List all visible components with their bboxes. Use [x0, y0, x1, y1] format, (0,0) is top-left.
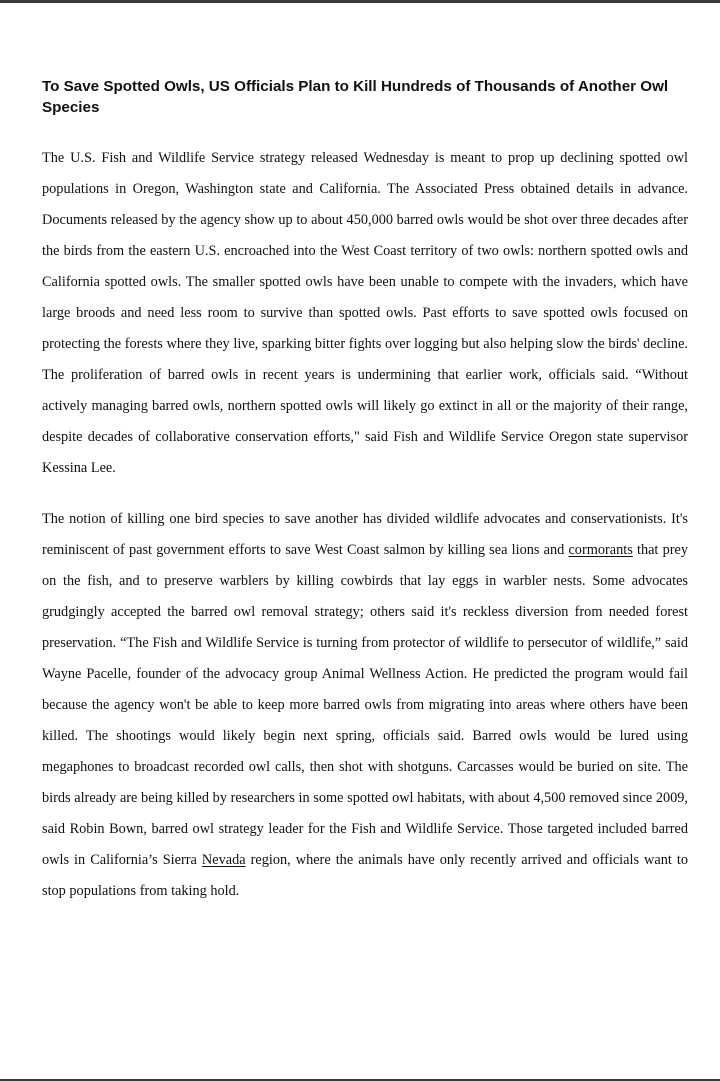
paragraph-2	[42, 504, 688, 907]
document-page	[42, 76, 688, 927]
paragraph-2-part-2: that prey on the fish, and to preserve warblers by killing cowbirds that lay eggs in warbler nests. Some advocates grudgingly accepted the barred owl removal strategy; others said it's reckless diversion from needed forest preservation. “The Fish and Wildlife Service is turning from protector of wildlife to persecutor of wildlife,” said Wayne Pacelle, founder of the advocacy group Animal Wellness Action. He predicted the program would fail because the agency won't be able to keep more barred owls from migrating into areas where others have been killed. The shootings would likely begin next spring, officials said. Barred owls would be lured using megaphones to broadcast recorded owl calls, then shot with shotguns. Carcasses would be buried on site. The birds already are being killed by researchers in some spotted owl habitats, with about 4,500 removed since 2009, said Robin Bown, barred owl strategy leader for the Fish and Wildlife Service. Those targeted included barred owls in California’s Sierra	[42, 542, 688, 868]
paragraph-1: The U.S. Fish and Wildlife Service strategy released Wednesday is meant to prop up declining spotted owl populations in Oregon, Washington state and California. The Associated Press obtained details in advance. Documents released by the agency show up to about 450,000 barred owls would be shot over three decades after the birds from the eastern U.S. encroached into the West Coast territory of two owls: northern spotted owls and California spotted owls. The smaller spotted owls have been unable to compete with the invaders, which have large broods and need less room to survive than spotted owls. Past efforts to save spotted owls focused on protecting the forests where they live, sparking bitter fights over logging but also helping slow the birds' decline. The proliferation of barred owls in recent years is undermining that earlier work, officials said. “Without actively managing barred owls, northern spotted owls will likely go extinct in all or the majority of their range, despite decades of collaborative conservation efforts," said Fish and Wildlife Service Oregon state supervisor Kessina Lee.	[42, 150, 688, 476]
article-title: To Save Spotted Owls, US Officials Plan to Kill Hundreds of Thousands of Another Owl Species	[42, 78, 669, 116]
nevada-link[interactable]: Nevada	[201, 852, 246, 868]
paragraph-2-part-1: The notion of killing one bird species to save another has divided wildlife advocates and conservationists. It's reminiscent of past government efforts to save West Coast salmon by killing sea lions and	[42, 511, 688, 558]
top-border	[0, 0, 720, 3]
cormorants-link[interactable]: cormorants	[568, 542, 633, 558]
paragraph-2-part-3: region, where the animals have only recently arrived and officials want to stop populations from taking hold.	[42, 852, 688, 899]
